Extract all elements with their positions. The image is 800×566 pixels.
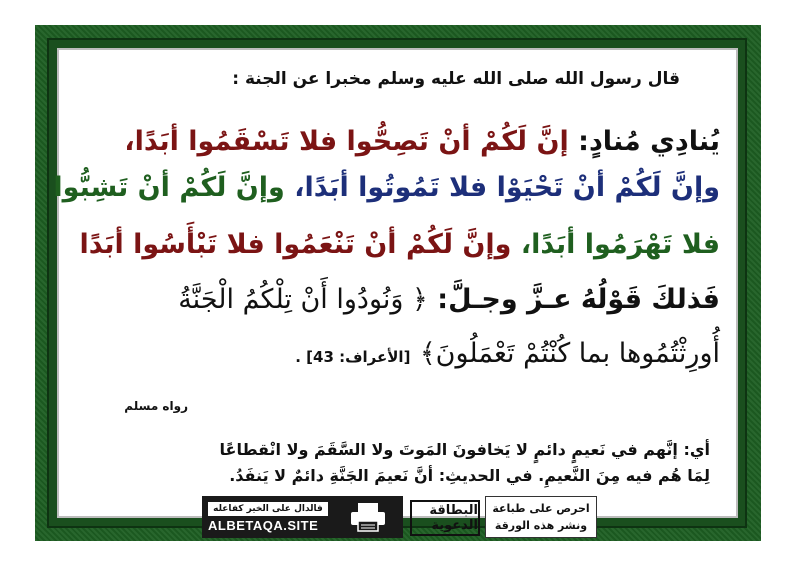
promise-youth-end: فلا تَهْرَمُوا أبَدًا، (520, 229, 720, 260)
hadith-line-5 (295, 338, 720, 369)
promise-life: وإنَّ لَكُمْ أنْ تَحْيَوْا فلا تَمُوتُوا أبَدًا، (294, 172, 720, 203)
promise-health: إنَّ لَكُمْ أنْ تَصِحُّوا فلا تَسْقَمُوا أبَدًا، (124, 126, 569, 157)
printer-icon (348, 502, 388, 532)
dawah-card-logo (410, 500, 480, 536)
promise-bliss: وإنَّ لَكُمْ أنْ تَنْعَمُوا فلا تَبْأَسُوا أبَدًا (79, 229, 512, 260)
explanation-line-1: أي: إنَّهم في نَعيمٍ دائمٍ لا يَخافونَ المَوتَ ولا السَّقَمَ ولا انْقطاعًا (219, 440, 710, 459)
site-banner[interactable] (202, 496, 403, 538)
intro-header: قال رسول الله صلى الله عليه وسلم مخبرا عن الجنة : (232, 69, 680, 89)
tagline: فالدال على الخير كفاعله (208, 502, 328, 516)
hadith-line-3 (80, 229, 720, 260)
promo-line-1: احرص على طباعة (492, 502, 590, 515)
logo-text: البطاقة الدعوية (429, 503, 478, 533)
verse-reference: [الأعراف: 43] . (295, 348, 411, 366)
verse-text-end: أُورِثْتُمُوها بما كُنْتُمْ تَعْمَلُونَ﴾ (419, 338, 720, 369)
promise-youth-start: وإنَّ لَكُمْ أنْ تَشِبُّوا (53, 172, 285, 203)
promo-line-2: ونشر هذه الورقة (494, 519, 588, 532)
verse-text-start: ﴿ وَنُودُوا أَنْ تِلْكُمُ الْجَنَّةُ (178, 284, 428, 315)
hadith-line-1 (124, 126, 720, 157)
verse-intro: فَذلكَ قَوْلُهُ عـزَّ وجـلَّ: (437, 284, 720, 315)
caller-phrase: يُنادِي مُنادٍ: (578, 126, 720, 157)
narrator: رواه مسلم (124, 399, 188, 413)
site-url[interactable]: ALBETAQA.SITE (208, 518, 319, 533)
print-promo (485, 496, 597, 538)
explanation-line-2: لِمَا هُم فيه مِنَ النَّعيمِ. في الحديثِ: أنَّ نَعيمَ الجَنَّةِ دائمٌ لا يَنفَدُ. (229, 466, 710, 485)
hadith-line-4 (178, 284, 720, 315)
hadith-line-2 (53, 172, 720, 203)
